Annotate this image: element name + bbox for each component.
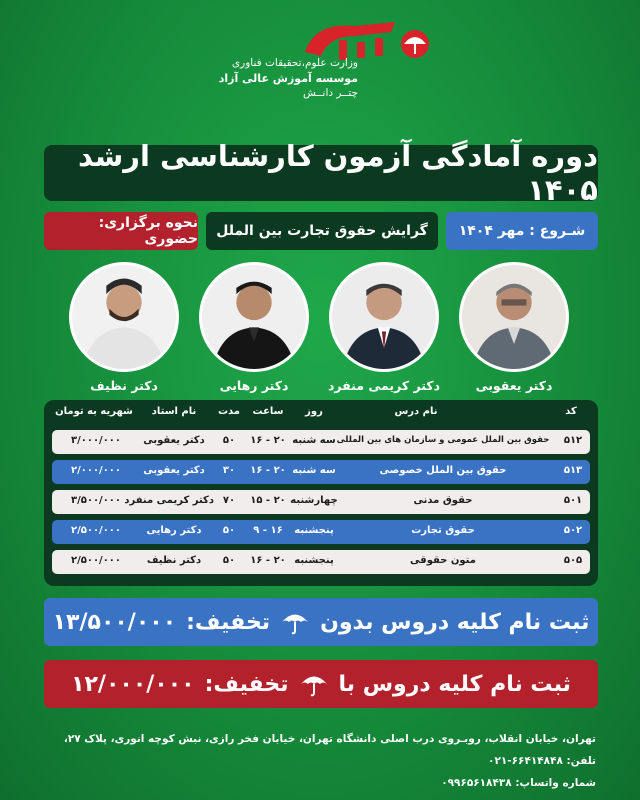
teacher-card <box>194 262 314 402</box>
umbrella-icon <box>280 609 310 635</box>
cell-time: ۱۶ - ۹ <box>253 525 283 536</box>
header-teacher: نام استاد <box>151 406 197 417</box>
header-course: نام درس <box>394 406 438 417</box>
cell-teacher: دکتر یعقوبی <box>143 435 205 446</box>
cell-code: ۵۰۱ <box>563 495 583 506</box>
cell-teacher: دکتر نظیف <box>146 555 202 566</box>
cell-code: ۵۱۲ <box>563 435 583 446</box>
cell-day: سه شنبه <box>292 435 336 446</box>
cell-fee: ۲/۵۰۰/۰۰۰ <box>70 555 122 566</box>
teacher-photo <box>69 262 179 372</box>
cell-fee: ۲/۵۰۰/۰۰۰ <box>70 525 122 536</box>
brand-header <box>200 12 430 107</box>
full-price-banner <box>44 598 598 646</box>
mode-badge: نحوه برگزاری: حضوری <box>44 212 198 250</box>
cell-course: حقوق بین الملل عمومی و سازمان های بین المللی <box>336 435 550 445</box>
cell-day: پنجشنبه <box>294 555 334 566</box>
discount-price-text: ثبت نام کلیه دروس با <box>338 671 571 697</box>
cell-fee: ۲/۰۰۰/۰۰۰ <box>70 465 122 476</box>
header-time: ساعت <box>252 406 284 417</box>
header-day: روز <box>305 406 323 417</box>
full-price-amount: ۱۳/۵۰۰/۰۰۰ <box>52 609 177 635</box>
teacher-name: دکتر نظیف <box>90 378 158 393</box>
teacher-name: دکتر رهایی <box>219 378 289 393</box>
table-row <box>52 460 590 484</box>
teacher-card <box>324 262 444 402</box>
cell-teacher: دکتر کریمی منفرد <box>124 495 214 506</box>
cell-time: ۲۰ - ۱۶ <box>250 555 286 566</box>
cell-duration: ۵۰ <box>222 435 236 446</box>
cell-duration: ۵۰ <box>222 525 236 536</box>
table-row <box>52 520 590 544</box>
cell-time: ۲۰ - ۱۶ <box>250 435 286 446</box>
teacher-card <box>454 262 574 402</box>
header-code: کد <box>565 406 577 417</box>
brand-text: چتــر دانــش <box>303 87 358 99</box>
cell-course: متون حقوقی <box>410 555 476 566</box>
table-header <box>44 406 598 426</box>
cell-fee: ۳/۰۰۰/۰۰۰ <box>70 435 122 446</box>
schedule-table <box>44 400 598 586</box>
cell-duration: ۵۰ <box>222 555 236 566</box>
start-date-badge: شـروع : مهر ۱۴۰۴ <box>446 212 598 250</box>
table-row <box>52 490 590 514</box>
cell-fee: ۳/۵۰۰/۰۰۰ <box>70 495 122 506</box>
full-price-text: ثبت نام کلیه دروس بدون <box>320 609 590 635</box>
institute-text: موسسه آموزش عالی آزاد <box>218 72 358 85</box>
whatsapp-number: شماره واتساپ: ۰۹۹۶۵۶۱۸۴۳۸ <box>441 777 596 789</box>
cell-course: حقوق مدنی <box>413 495 473 506</box>
branch-badge: گرایش حقوق تجارت بین الملل <box>206 212 438 250</box>
discount-price-label: تخفیف: <box>204 671 289 697</box>
cell-duration: ۷۰ <box>222 495 236 506</box>
table-row <box>52 550 590 574</box>
teacher-photo <box>459 262 569 372</box>
contact-footer <box>36 728 596 794</box>
teacher-name: دکتر کریمی منفرد <box>327 378 441 393</box>
header-fee: شهریه به تومان <box>55 406 133 417</box>
cell-code: ۵۰۵ <box>563 555 583 566</box>
teacher-photo <box>329 262 439 372</box>
cell-day: پنجشنبه <box>294 525 334 536</box>
discount-price-banner <box>44 660 598 708</box>
cell-course: حقوق تجارت <box>411 525 475 536</box>
header-duration: مدت <box>217 406 241 417</box>
teacher-photo <box>199 262 309 372</box>
umbrella-icon <box>299 671 329 697</box>
cell-day: چهارشنبه <box>290 495 338 506</box>
table-row <box>52 430 590 454</box>
cell-time: ۲۰ - ۱۶ <box>250 465 286 476</box>
ministry-text: وزارت علوم،تحقیقات فناوری <box>231 57 358 69</box>
address-text: تهران، خیابان انقلاب، روبـروی درب اصلی دانشگاه تهران، خیابان فخر رازی، نبش کوچه انوری، پلاک ۲۷، تلفن: ۶۶۴۱۴۸۴۸-۰۲۱ <box>63 733 596 767</box>
cell-course: حقوق بین الملل خصوصی <box>379 465 507 476</box>
course-title: دوره آمادگی آزمون کارشناسی ارشد ۱۴۰۵ <box>44 145 598 201</box>
teacher-name: دکتر یعقوبی <box>475 378 553 393</box>
cell-time: ۲۰ - ۱۵ <box>250 495 286 506</box>
cell-teacher: دکتر رهایی <box>146 525 202 536</box>
teacher-card <box>64 262 184 402</box>
cell-code: ۵۱۳ <box>563 465 583 476</box>
cell-duration: ۳۰ <box>222 465 236 476</box>
full-price-label: تخفیف: <box>186 609 271 635</box>
cell-day: سه شنبه <box>292 465 336 476</box>
cell-teacher: دکتر یعقوبی <box>143 465 205 476</box>
discount-price-amount: ۱۲/۰۰۰/۰۰۰ <box>71 671 195 697</box>
cell-code: ۵۰۲ <box>563 525 583 536</box>
